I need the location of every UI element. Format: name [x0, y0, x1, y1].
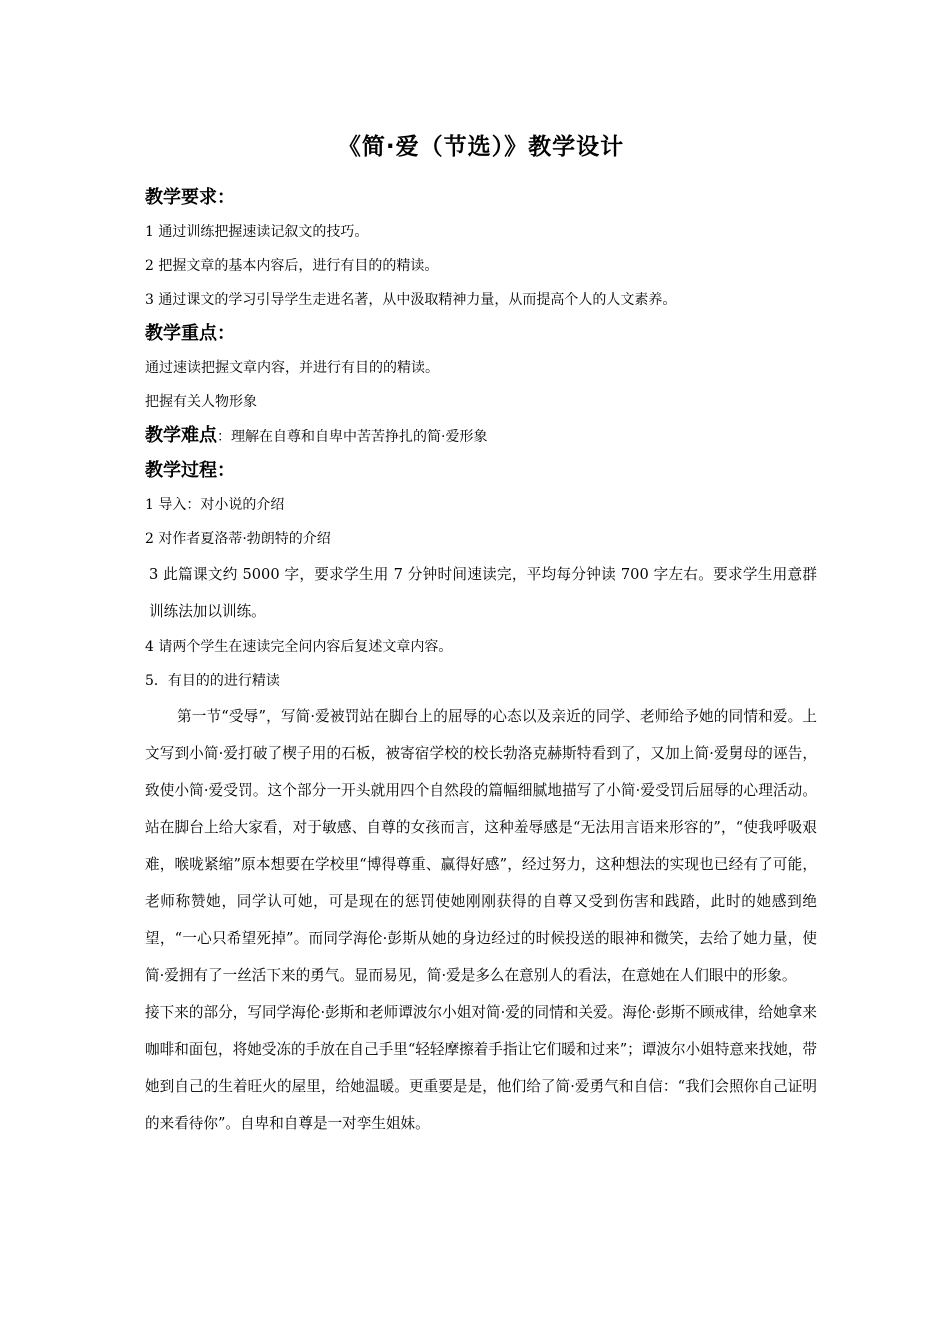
process-item-5: 5．有目的的进行精读 [145, 673, 280, 689]
requirement-item: 3 通过课文的学习引导学生走进名著，从中汲取精神力量，从而提高个人的人文素养。 [145, 292, 677, 308]
document-page [145, 128, 817, 1142]
body-paragraph: 第一节“受辱”，写简·爱被罚站在脚台上的屈辱的心态以及亲近的同学、老师给予她的同情和爱。上文写到小简·爱打破了楔子用的石板，被寄宿学校的校长勃洛克赫斯特看到了，又加上简·爱舅母的诬告，致使小简·爱受罚。这个部分一开头就用四个自然段的篇幅细腻地描写了小简·爱受罚后屈辱的心理活动。站在脚台上给大家看，对于敏感、自尊的女孩而言，这种羞辱感是“无法用言语来形容的”，“使我呼吸艰难，喉咙紧缩”原本想要在学校里“博得尊重、赢得好感”，经过努力，这种想法的实现也已经有了可能，老师称赞她，同学认可她，可是现在的惩罚使她刚刚获得的自尊又受到伤害和践踏，此时的她感到绝望，“一心只希望死掉”。而同学海伦·彭斯从她的身边经过的时候投送的眼神和微笑，去给了她力量，使简·爱拥有了一丝活下来的勇气。显而易见，简·爱是多么在意别人的看法，在意她在人们眼中的形象。 [145, 708, 817, 984]
difficulty-text: ：理解在自尊和自卑中苦苦挣扎的简·爱形象 [217, 429, 488, 445]
process-item-3: 3 此篇课文约 5000 字，要求学生用 7 分钟时间速读完，平均每分钟读 700 字左右。要求学生用意群训练法加以训练。 [149, 566, 817, 620]
process-item: 2 对作者夏洛蒂·勃朗特的介绍 [145, 531, 331, 547]
requirements-heading: 教学要求： [145, 187, 235, 208]
difficulty-heading: 教学难点 [145, 425, 217, 446]
process-item-4: 4 请两个学生在速读完全问内容后复述文章内容。 [145, 639, 453, 655]
body-paragraph: 接下来的部分，写同学海伦·彭斯和老师谭波尔小姐对简·爱的同情和关爱。海伦·彭斯不顾戒律，给她拿来咖啡和面包，将她受冻的手放在自己手里“轻轻摩擦着手指让它们暖和过来”；谭波尔小姐特意来找她，带她到自己的生着旺火的屋里，给她温暖。更重要是是，他们给了简·爱勇气和自信：“我们会照你自己证明的来看待你”。自卑和自尊是一对孪生姐妹。 [145, 1004, 817, 1132]
process-item: 1 导入：对小说的介绍 [145, 497, 285, 513]
key-point-item: 把握有关人物形象 [145, 394, 257, 410]
difficulty-line [145, 419, 817, 454]
process-heading: 教学过程： [145, 460, 235, 481]
document-title: 《简·爱（节选）》教学设计 [337, 134, 625, 160]
key-points-heading: 教学重点： [145, 323, 235, 344]
requirement-item: 1 通过训练把握速读记叙文的技巧。 [145, 224, 369, 240]
key-point-item: 通过速读把握文章内容，并进行有目的的精读。 [145, 360, 439, 376]
requirement-item: 2 把握文章的基本内容后，进行有目的的精读。 [145, 258, 439, 274]
